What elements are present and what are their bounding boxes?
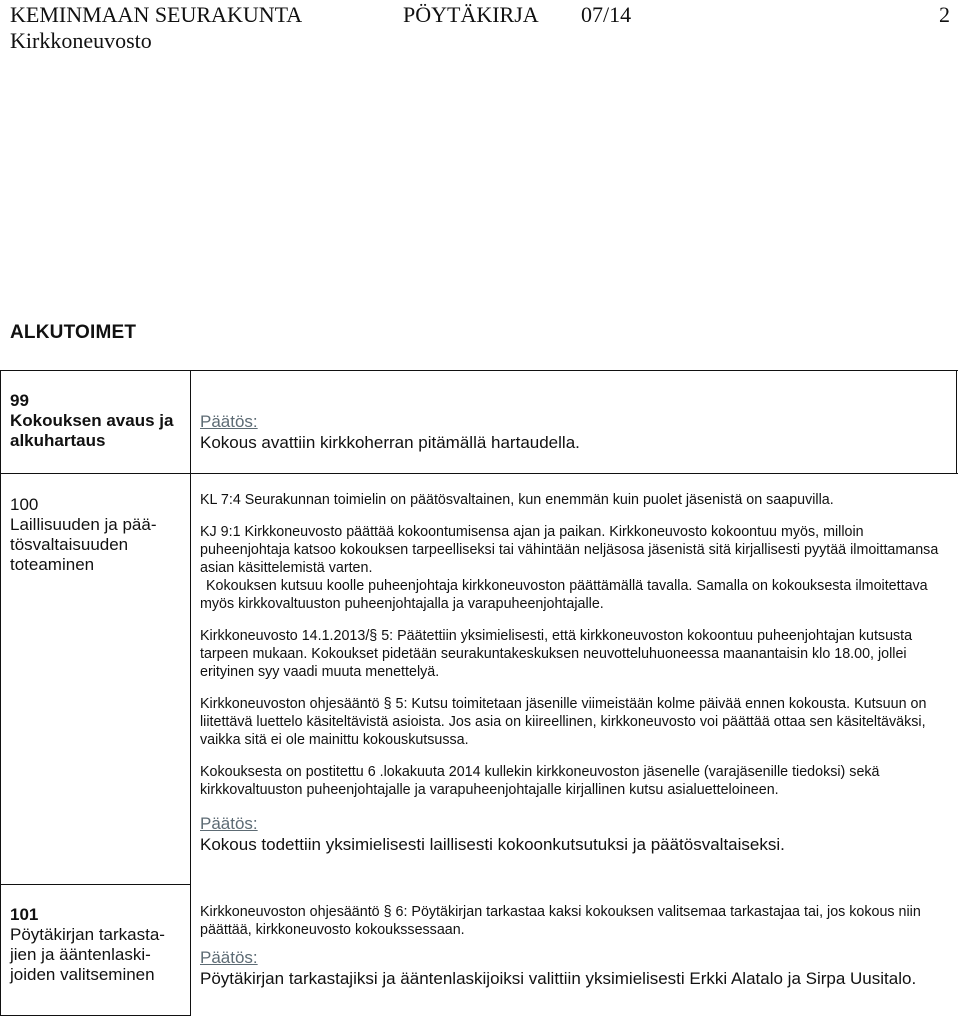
paragraph: Kirkkoneuvoston ohjesääntö § 6: Pöytäkirjan tarkastaa kaksi kokouksen valitsemaa tarkastajaa tai, jos kokous niin päättää, kirkkoneuvosto kokoukssessaan.	[200, 904, 921, 938]
decision-text: Kokous avattiin kirkkoherran pitämällä hartaudella.	[200, 433, 580, 452]
paragraph: KL 7:4 Seurakunnan toimielin on päätösvaltainen, kun enemmän kuin puolet jäsenistä on saapuvilla.	[200, 492, 834, 508]
decision-label: Päätös:	[200, 948, 258, 967]
document-header	[10, 2, 950, 54]
item-title-line: alkuhartaus	[10, 431, 106, 450]
paragraph: Kirkkoneuvoston ohjesääntö § 5: Kutsu toimitetaan jäsenille viimeistään kolme päivää ennen kokousta. Kutsuun on liitettävä luettelo käsiteltävistä asioista. Jos asia on kiireellinen, kirkkoneuvosto voi päättää ottaa sen käsiteltäväksi, vaikka sitä ei ole mainittu kokouskutsussa.	[200, 696, 927, 748]
item-title-line: toteaminen	[10, 555, 95, 574]
table-right-border	[956, 370, 957, 474]
item-number: 99	[10, 391, 29, 410]
document-number: 07/14	[581, 2, 632, 27]
item-101-content	[200, 903, 952, 989]
item-100-content	[200, 491, 952, 855]
row-divider-1	[0, 473, 958, 474]
item-title-line: tösvaltaisuuden	[10, 535, 129, 554]
paragraph: Kokouksen kutsuu koolle puheenjohtaja kirkkoneuvoston päättämällä tavalla. Samalla on kokouksesta ilmoitettava myös kirkkovaltuuston puheenjohtajalla ja varapuheenjohtajalle.	[200, 578, 928, 612]
column-divider	[190, 370, 191, 1016]
row-divider-2	[0, 884, 190, 885]
table-bottom-border	[0, 1015, 190, 1016]
decision-text: Pöytäkirjan tarkastajiksi ja ääntenlaskijoiksi valittiin yksimielisesti Erkki Alatalo ja Sirpa Uusitalo.	[200, 969, 917, 988]
item-title-line: Kokouksen avaus ja	[10, 411, 174, 430]
organization-name: KEMINMAAN SEURAKUNTA	[10, 2, 303, 27]
table-top-border	[0, 370, 958, 371]
decision-text: Kokous todettiin yksimielisesti laillisesti kokoonkutsutuksi ja päätösvaltaiseksi.	[200, 835, 785, 854]
item-99-heading	[10, 391, 186, 451]
decision-label: Päätös:	[200, 814, 258, 833]
item-number: 100	[10, 495, 39, 514]
decision-label: Päätös:	[200, 412, 258, 431]
item-title-line: Pöytäkirjan tarkasta-	[10, 925, 165, 944]
item-101-heading	[10, 905, 186, 985]
section-title: ALKUTOIMET	[10, 322, 137, 343]
document-type: PÖYTÄKIRJA	[403, 2, 539, 27]
item-99-content	[200, 411, 952, 453]
item-100-heading	[10, 495, 186, 575]
paragraph: KJ 9:1 Kirkkoneuvosto päättää kokoontumisensa ajan ja paikan. Kirkkoneuvosto kokoontuu myös, milloin puheenjohtaja katsoo kokouksen tarpeelliseksi tai vähintään neljäsosa jäsenistä sitä kirjallisesti pyytää ilmoittamansa asian käsittelemistä varten.	[200, 524, 939, 576]
item-title-line: joiden valitseminen	[10, 965, 155, 984]
paragraph: Kokouksesta on postitettu 6 .lokakuuta 2014 kullekin kirkkoneuvoston jäsenelle (varajäsenille tiedoksi) sekä kirkkovaltuuston puheenjohtajalle ja varapuheenjohtajalle kirjallinen kutsu asialuetteloineen.	[200, 764, 880, 798]
item-number: 101	[10, 905, 39, 924]
item-title-line: Laillisuuden ja pää-	[10, 515, 157, 534]
page-number: 2	[939, 2, 950, 27]
item-title-line: jien ja ääntenlaski-	[10, 945, 151, 964]
body-name: Kirkkoneuvosto	[10, 28, 152, 53]
paragraph: Kirkkoneuvosto 14.1.2013/§ 5: Päätettiin yksimielisesti, että kirkkoneuvoston kokoontuu puheenjohtajan kutsusta tarpeen mukaan. Kokoukset pidetään seurakuntakeskuksen neuvotteluhuoneessa maanantaisin klo 18.00, jollei erityinen syy vaadi muuta menettelyä.	[200, 628, 913, 680]
table-left-border	[0, 370, 1, 1016]
